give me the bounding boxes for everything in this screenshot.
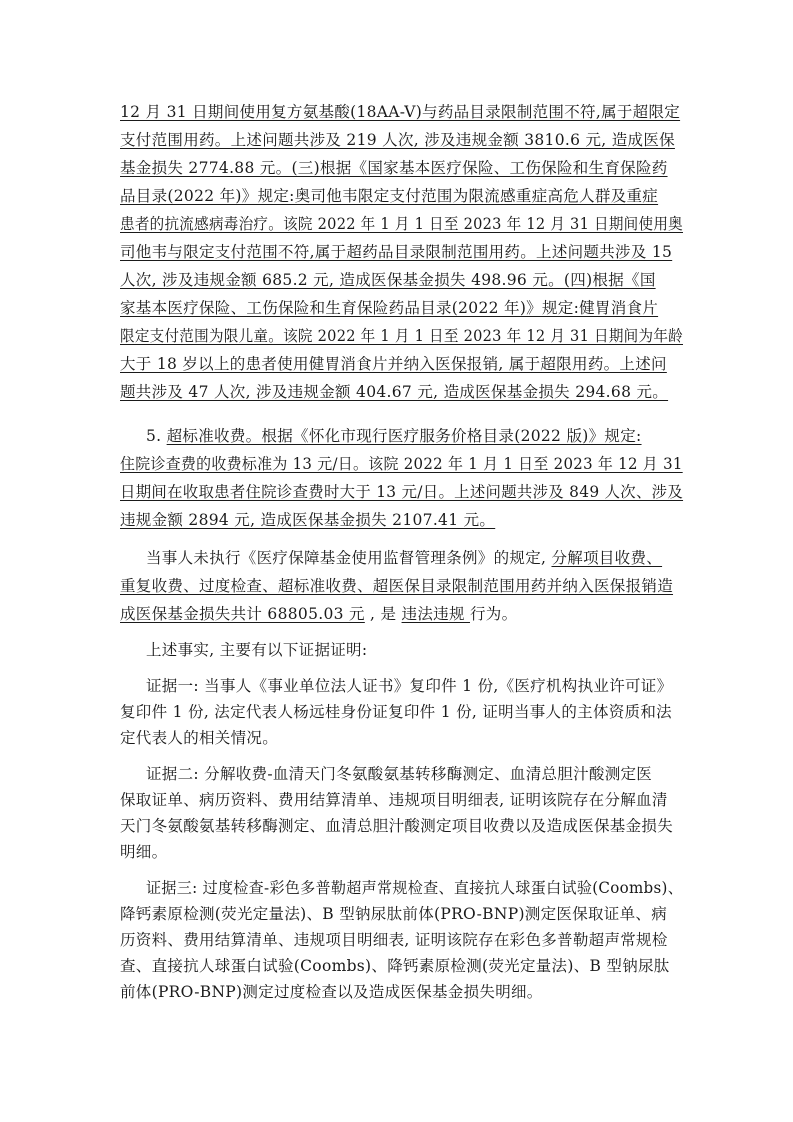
text-line [120, 158, 668, 178]
text-line [120, 930, 668, 950]
text-run: 天门冬氨酸氨基转移酶测定、血清总胆汁酸测定项目收费以及造成医保基金损失 [120, 817, 674, 835]
text-run: 前体(PRO-BNP)测定过度检查以及造成医保基金损失明细。 [120, 983, 543, 1001]
text-run: 查、直接抗人球蛋白试验(Coombs)、降钙素原检测(荧光定量法)、B 型钠尿肽 [120, 957, 670, 975]
text-run: 保取证单、病历资料、费用结算清单、违规项目明细表, 证明该院存在分解血清 [120, 791, 668, 809]
text-line [120, 102, 680, 122]
text-line [120, 904, 667, 924]
text-line [120, 326, 683, 346]
text-line [146, 426, 642, 446]
underlined-text: 基金损失 2774.88 元。(三)根据《国家基本医疗保险、工伤保险和生育保险药 [120, 159, 668, 177]
text-run: 证据三: 过度检查-彩色多普勒超声常规检查、直接抗人球蛋白试验(Coombs)、 [146, 879, 684, 897]
text-line [120, 576, 673, 596]
underlined-text: 题共涉及 47 人次, 涉及违规金额 404.67 元, 造成医保基金损失 294.68 元。 [120, 383, 669, 401]
underlined-text: 分解项目收费、 [551, 549, 663, 567]
underlined-text: 重复收费、过度检查、超标准收费、超医保目录限制范围用药并纳入医保报销造 [120, 577, 674, 595]
text-run: 证据一: 当事人《事业单位法人证书》复印件 1 份,《医疗机构执业许可证》 [146, 677, 673, 695]
text-run: 降钙素原检测(荧光定量法)、B 型钠尿肽前体(PRO-BNP)测定医保取证单、病 [120, 905, 668, 923]
text-line [120, 454, 683, 474]
underlined-text: 大于 18 岁以上的患者使用健胃消食片并纳入医保报销, 属于超限用药。上述问 [120, 355, 667, 373]
text-line [120, 702, 672, 722]
underlined-text: 患者的抗流感病毒治疗。该院 2022 年 1 月 1 日至 2023 年 12 月 31 日期间使用奥 [120, 215, 683, 233]
text-line [146, 640, 367, 660]
underlined-text: 品目录(2022 年)》规定:奥司他韦限定支付范围为限流感重症高危人群及重症 [120, 187, 659, 205]
text-line [120, 242, 672, 262]
text-line [120, 510, 495, 530]
text-line [120, 982, 543, 1002]
text-run: 上述事实, 主要有以下证据证明: [146, 641, 368, 659]
text-run: 证据二: 分解收费-血清天门冬氨酸氨基转移酶测定、血清总胆汁酸测定医 [146, 765, 653, 783]
text-line [146, 676, 672, 696]
underlined-text: 司他韦与限定支付范围不符,属于超药品目录限制范围用药。上述问题共涉及 15 [120, 243, 673, 261]
underlined-text: 违法违规 [401, 605, 470, 623]
text-line [120, 956, 670, 976]
underlined-text: 违规金额 2894 元, 造成医保基金损失 2107.41 元。 [120, 511, 496, 529]
underlined-text: 超标准收费。根据《怀化市现行医疗服务价格目录(2022 版)》规定: [166, 427, 642, 445]
underlined-text: 家基本医疗保险、工伤保险和生育保险药品目录(2022 年)》规定:健胃消食片 [120, 299, 659, 317]
text-run: 行为。 [469, 605, 518, 623]
underlined-text: 12 月 31 日期间使用复方氨基酸(18AA-V)与药品目录限制范围不符,属于超限定 [120, 103, 681, 121]
text-line [146, 878, 683, 898]
text-line [120, 728, 278, 748]
text-line [120, 382, 668, 402]
text-line [120, 816, 673, 836]
text-line [120, 790, 668, 810]
text-line [120, 298, 658, 318]
text-line [120, 270, 656, 290]
text-line [146, 548, 662, 568]
text-line [120, 604, 517, 624]
text-run: 历资料、费用结算清单、违规项目明细表, 证明该院存在彩色多普勒超声常规检 [120, 931, 668, 949]
text-line [120, 354, 667, 374]
text-line [120, 214, 683, 234]
underlined-text: 限定支付范围为限儿童。该院 2022 年 1 月 1 日至 2023 年 12 月 31 日期间为年龄 [120, 327, 683, 345]
text-run: 复印件 1 份, 法定代表人杨远桂身份证复印件 1 份, 证明当事人的主体资质和法 [120, 703, 672, 721]
text-line [120, 186, 658, 206]
underlined-text: 成医保基金损失共计 68805.03 元 [120, 605, 365, 623]
text-run: 5. [146, 427, 167, 445]
text-run: 明细。 [120, 843, 168, 861]
text-run: 当事人未执行《医疗保障基金使用监督管理条例》的规定, [146, 549, 552, 567]
text-line [120, 842, 167, 862]
text-run: 定代表人的相关情况。 [120, 729, 279, 747]
text-line [120, 482, 683, 502]
text-line [146, 764, 652, 784]
text-run: , 是 [364, 605, 402, 623]
text-line [120, 130, 675, 150]
underlined-text: 日期间在收取患者住院诊查费时大于 13 元/日。上述问题共涉及 849 人次、涉及 [120, 483, 684, 501]
underlined-text: 住院诊查费的收费标准为 13 元/日。该院 2022 年 1 月 1 日至 2023 年 12 月 31 [120, 455, 683, 473]
underlined-text: 人次, 涉及违规金额 685.2 元, 造成医保基金损失 498.96 元。(四)根据《国 [120, 271, 656, 289]
underlined-text: 支付范围用药。上述问题共涉及 219 人次, 涉及违规金额 3810.6 元, 造成医保 [120, 131, 675, 149]
